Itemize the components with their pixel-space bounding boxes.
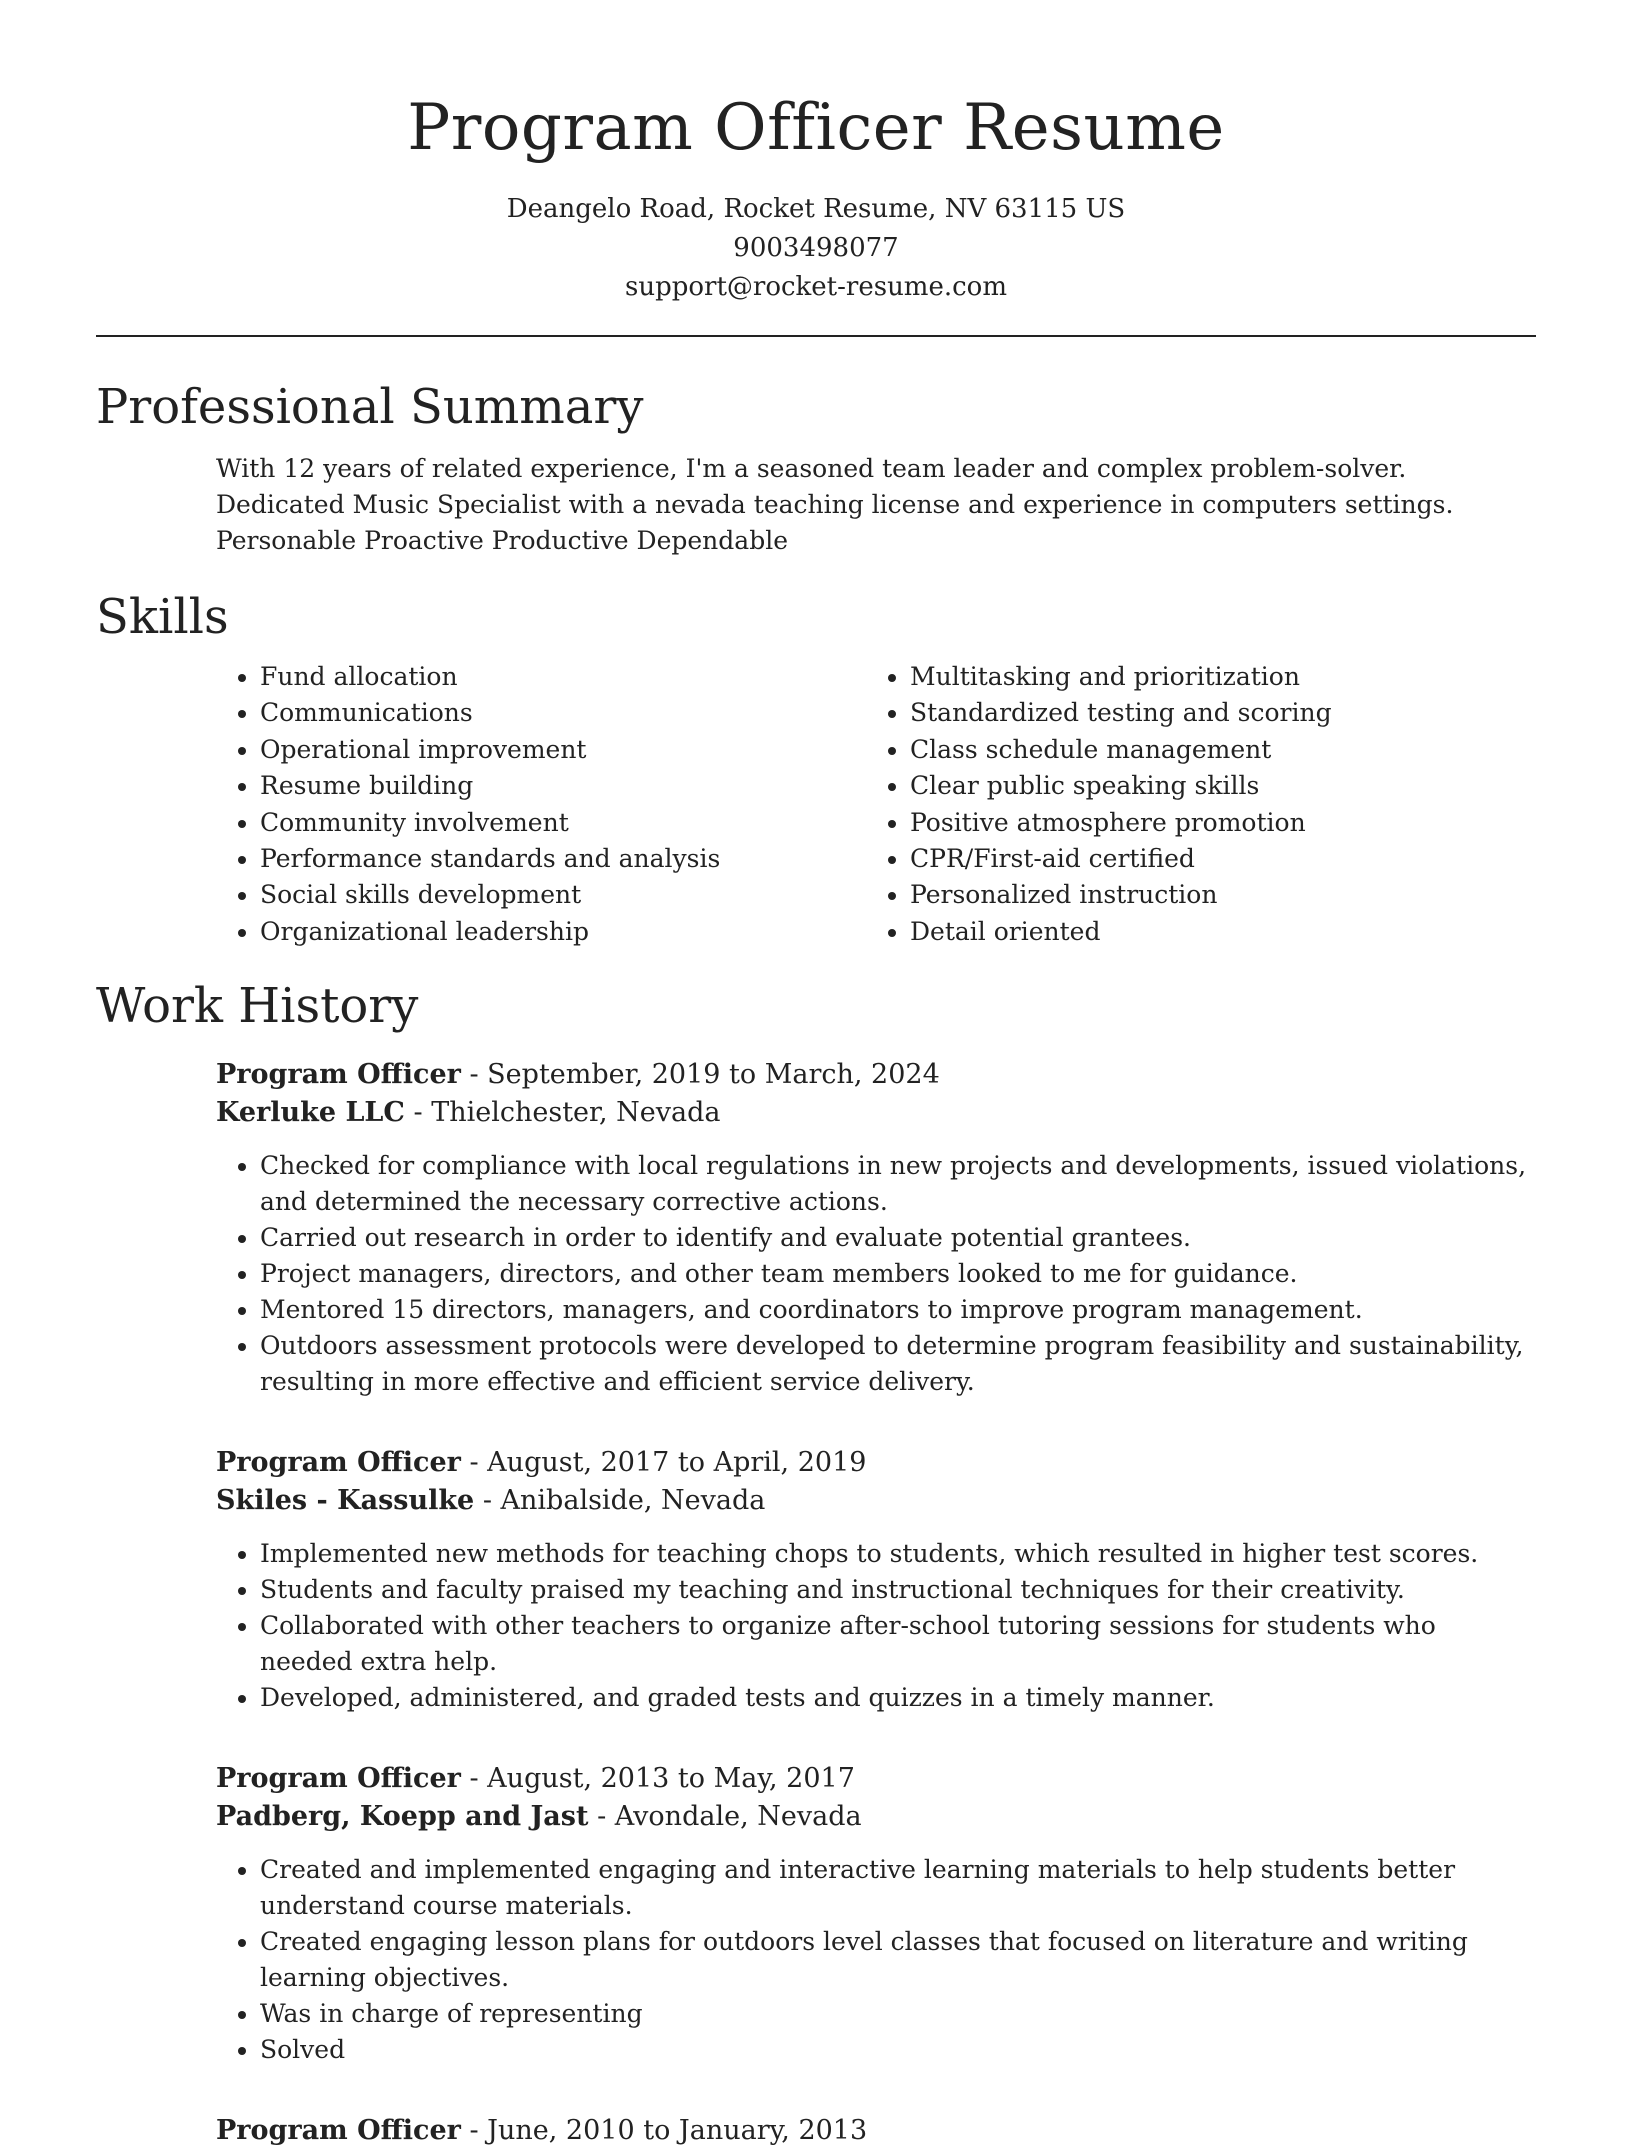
job-bullet: • Implemented new methods for teaching chops to students, which resulted in higher test scores. — [260, 1536, 1536, 1572]
job-bullet: • Project managers, directors, and other team members looked to me for guidance. — [260, 1256, 1536, 1292]
job-title-line — [216, 1444, 1536, 1482]
job-dates: - August, 2013 to May, 2017 — [460, 1763, 855, 1795]
job-entry — [216, 2112, 1536, 2150]
resume-header — [0, 0, 1632, 307]
job-title: Program Officer — [216, 2115, 461, 2147]
job-location: - Avondale, Nevada — [588, 1801, 862, 1833]
job-bullet: • Collaborated with other teachers to organize after-school tutoring sessions for students who needed extra help. — [260, 1608, 1536, 1680]
job-bullets — [216, 1536, 1536, 1716]
job-bullets — [216, 1852, 1536, 2068]
job-dates: - June, 2010 to January, 2013 — [460, 2115, 868, 2147]
skills-column-right — [866, 659, 1536, 950]
job-bullet: • Carried out research in order to identify and evaluate potential grantees. — [260, 1220, 1536, 1256]
job-title: Program Officer — [216, 1763, 461, 1795]
skill-item: • Performance standards and analysis — [260, 841, 866, 877]
skill-item: • Organizational leadership — [260, 914, 866, 950]
job-company: Padberg, Koepp and Jast — [216, 1801, 589, 1833]
job-bullet: • Created engaging lesson plans for outdoors level classes that focused on literature and writing learning objectives. — [260, 1924, 1536, 1996]
job-title-line — [216, 2112, 1536, 2150]
skill-item: • Multitasking and prioritization — [910, 659, 1536, 695]
skills-list — [216, 659, 1536, 950]
contact-address: Deangelo Road, Rocket Resume, NV 63115 US — [506, 194, 1126, 224]
job-bullet: • Mentored 15 directors, managers, and coordinators to improve program management. — [260, 1292, 1536, 1328]
skill-item: • Fund allocation — [260, 659, 866, 695]
job-bullet: • Was in charge of representing — [260, 1996, 1536, 2032]
job-entry — [216, 1760, 1536, 2068]
job-company-line — [216, 1094, 1536, 1132]
summary-text: With 12 years of related experience, I'm a seasoned team leader and complex problem-solver. Dedicated Music Specialist with a nevada teaching license and experience in computers settings. Personable Proactive Productive Dependable — [216, 454, 1454, 555]
skill-item: • Class schedule management — [910, 732, 1536, 768]
job-title-line — [216, 1056, 1536, 1094]
job-dates: - August, 2017 to April, 2019 — [460, 1447, 867, 1479]
job-company-line — [216, 1798, 1536, 1836]
job-dates: - September, 2019 to March, 2024 — [460, 1059, 940, 1091]
job-title-line — [216, 1760, 1536, 1798]
skill-item: • Standardized testing and scoring — [910, 695, 1536, 731]
contact-email: support@rocket-resume.com — [624, 272, 1007, 302]
job-entry — [216, 1444, 1536, 1716]
job-bullet: • Solved — [260, 2032, 1536, 2068]
job-bullets — [216, 1148, 1536, 1400]
skill-item: • Community involvement — [260, 805, 866, 841]
job-location: - Thielchester, Nevada — [404, 1097, 721, 1129]
skill-item: • Personalized instruction — [910, 877, 1536, 913]
skills-column-left — [216, 659, 866, 950]
job-bullet: • Students and faculty praised my teaching and instructional techniques for their creativity. — [260, 1572, 1536, 1608]
resume-title: Program Officer Resume — [407, 91, 1225, 165]
job-location: - Anibalside, Nevada — [474, 1485, 766, 1517]
job-company: Skiles - Kassulke — [216, 1485, 475, 1517]
job-bullet: • Outdoors assessment protocols were developed to determine program feasibility and sustainability, resulting in more effective and efficient service delivery. — [260, 1328, 1536, 1400]
summary-heading: Professional Summary — [96, 379, 644, 435]
job-title: Program Officer — [216, 1059, 461, 1091]
job-bullet: • Developed, administered, and graded tests and quizzes in a timely manner. — [260, 1680, 1536, 1716]
work-history-heading: Work History — [96, 978, 419, 1035]
job-bullet: • Checked for compliance with local regulations in new projects and developments, issued violations, and determined the necessary corrective actions. — [260, 1148, 1536, 1220]
skill-item: • Resume building — [260, 768, 866, 804]
job-company: Kerluke LLC — [216, 1097, 405, 1129]
job-company-line — [216, 1482, 1536, 1520]
contact-block — [0, 190, 1632, 307]
job-title: Program Officer — [216, 1447, 461, 1479]
job-entry — [216, 1056, 1536, 1400]
skill-item: • Positive atmosphere promotion — [910, 805, 1536, 841]
skill-item: • Operational improvement — [260, 732, 866, 768]
contact-phone: 9003498077 — [733, 233, 899, 263]
skill-item: • Clear public speaking skills — [910, 768, 1536, 804]
header-divider — [96, 335, 1536, 337]
job-bullet: • Created and implemented engaging and interactive learning materials to help students better understand course materials. — [260, 1852, 1536, 1924]
skills-heading: Skills — [96, 589, 229, 645]
skill-item: • Detail oriented — [910, 914, 1536, 950]
skill-item: • Communications — [260, 695, 866, 731]
skill-item: • CPR/First-aid certified — [910, 841, 1536, 877]
skill-item: • Social skills development — [260, 877, 866, 913]
